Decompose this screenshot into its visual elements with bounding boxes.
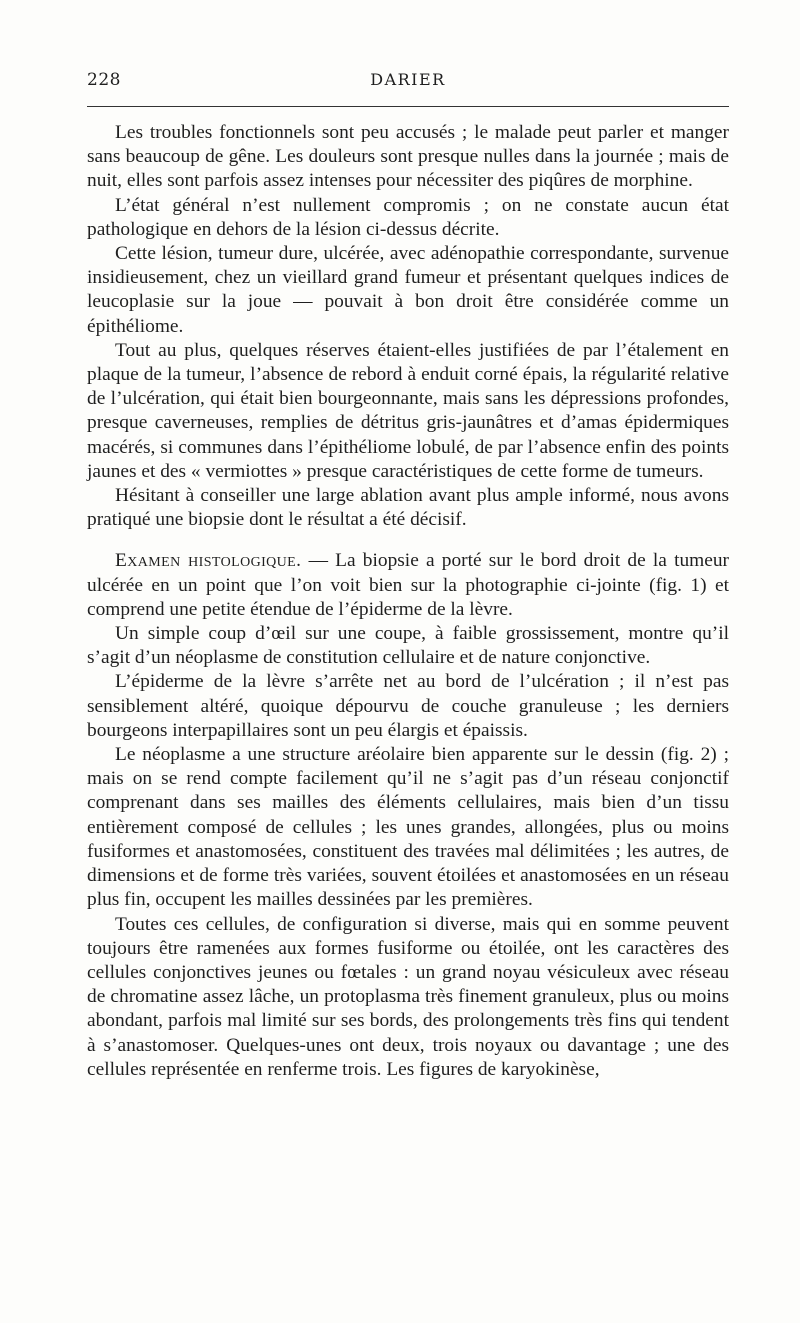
body-text xyxy=(87,121,729,1082)
section-paragraph xyxy=(87,549,729,622)
paragraph: Cette lésion, tumeur dure, ulcérée, avec adénopathie correspondante, survenue insidieusement, chez un vieillard grand fumeur et présentant quelques indices de leucoplasie sur la joue — pouvait à bon droit être considérée comme un épithéliome. xyxy=(87,243,729,337)
paragraph: Les troubles fonctionnels sont peu accusés ; le malade peut parler et manger sans beaucoup de gêne. Les douleurs sont presque nulles dans la journée ; mais de nuit, elles sont parfois assez intenses pour nécessiter des piqûres de morphine. xyxy=(87,122,729,192)
paragraph: Tout au plus, quelques réserves étaient-elles justifiées de par l’étalement en plaque de la tumeur, l’absence de rebord à enduit corné épais, la régularité relative de l’ulcération, qui était bien bourgeonnante, mais sans les dépressions profondes, presque caverneuses, remplies de détritus gris-jaunâtres et d’amas épidermiques macérés, si communes dans l’épithéliome lobulé, de par l’absence enfin des points jaunes et des « vermiottes » presque caractéristiques de cette forme de tumeurs. xyxy=(87,339,729,482)
section-text: — La biopsie a porté sur le bord droit de la tumeur ulcérée en un point que l’on voit bien sur la photographie ci-jointe (fig. 1) et comprend une petite étendue de l’épiderme de la lèvre. xyxy=(87,550,729,620)
header-rule xyxy=(87,106,729,107)
running-title: DARIER xyxy=(370,70,446,89)
paragraph: Le néoplasme a une structure aréolaire bien apparente sur le dessin (fig. 2) ; mais on se rend compte facilement qu’il ne s’agit pas d’un réseau conjonctif comprenant dans ses mailles des éléments cellulaires, mais bien d’un tissu entièrement composé de cellules ; les unes grandes, allongées, plus ou moins fusiformes et anastomosées, constituent des travées mal délimitées ; les autres, de dimensions et de forme très variées, souvent étoilées et anastomosées en un réseau plus fin, occupent les mailles dessinées par les premières. xyxy=(87,744,729,911)
paragraph: Toutes ces cellules, de configuration si diverse, mais qui en somme peuvent toujours être ramenées aux formes fusiforme ou étoilée, ont les caractères des cellules conjonctives jeunes ou fœtales : un grand noyau vésiculeux avec réseau de chromatine assez lâche, un protoplasma très finement granuleux, plus ou moins abondant, parfois mal limité sur ses bords, des prolongements très fins qui tendent à s’anastomoser. Quelques-unes ont deux, trois noyaux ou davantage ; une des cellules représentée en renferme trois. Les figures de karyokinèse, xyxy=(87,913,729,1080)
page-header xyxy=(87,70,729,98)
page-number: 228 xyxy=(87,70,121,90)
section-heading: Examen histologique. xyxy=(115,550,302,572)
paragraph: L’épiderme de la lèvre s’arrête net au bord de l’ulcération ; il n’est pas sensiblement altéré, quoique dépourvu de couche granuleuse ; les derniers bourgeons interpapillaires sont un peu élargis et épaissis. xyxy=(87,671,729,741)
paragraph: L’état général n’est nullement compromis ; on ne constate aucun état pathologique en dehors de la lésion ci-dessus décrite. xyxy=(87,194,729,240)
paragraph: Hésitant à conseiller une large ablation avant plus ample informé, nous avons pratiqué une biopsie dont le résultat a été décisif. xyxy=(87,485,729,531)
paragraph: Un simple coup d’œil sur une coupe, à faible grossissement, montre qu’il s’agit d’un néoplasme de constitution cellulaire et de nature conjonctive. xyxy=(87,623,729,669)
